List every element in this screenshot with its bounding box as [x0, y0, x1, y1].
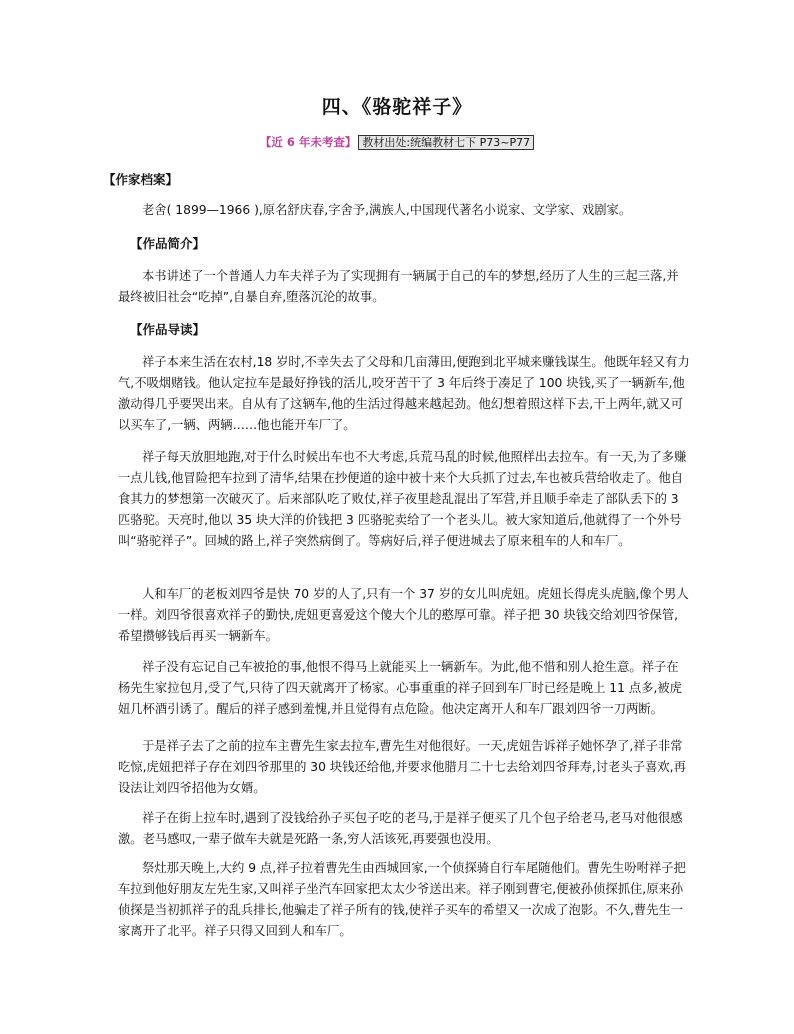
intro-heading: 【作品简介】	[130, 236, 206, 251]
guide-heading: 【作品导读】	[130, 322, 206, 337]
guide-paragraph: 祭灶那天晚上,大约 9 点,祥子拉着曹先生由西城回家,一个侦探骑自行车尾随他们。曹先生吩咐祥子把车拉到他好朋友左先生家,又叫祥子坐汽车回家把太太少爷送出来。祥子刚到曹宅,便被孙侦探抓住,原来孙侦探是当初抓祥子的乱兵排长,他骗走了祥子所有的钱,使祥子买车的希望又一次成了泡影。不久,曹先生一家离开了北平。祥子只得又回到人和车厂。	[118, 861, 686, 938]
guide-paragraph: 祥子每天放胆地跑,对于什么时候出车也不大考虑,兵荒马乱的时候,他照样出去拉车。有一天,为了多赚一点儿钱,他冒险把车拉到了清华,结果在抄便道的途中被十来个大兵抓了过去,车也被兵营给收走了。他自食其力的梦想第一次破灭了。后来部队吃了败仗,祥子夜里趁乱混出了军营,并且顺手牵走了部队丢下的 3 匹骆驼。天亮时,他以 35 块大洋的价钱把 3 匹骆驼卖给了一个老头儿。被大家知道后,他就得了一个外号叫“骆驼祥子”。回城的路上,祥子突然病倒了。等病好后,祥子便进城去了原来租车的人和车厂。	[118, 450, 687, 548]
source-line	[0, 134, 794, 150]
intro-text: 本书讲述了一个普通人力车夫祥子为了实现拥有一辆属于自己的车的梦想,经历了人生的三起三落,并最终被旧社会“吃掉”,自暴自弃,堕落沉沦的故事。	[118, 269, 679, 304]
guide-paragraph: 祥子本来生活在农村,18 岁时,不幸失去了父母和几亩薄田,便跑到北平城来赚钱谋生。他既年轻又有力气,不吸烟赌钱。他认定拉车是最好挣钱的活儿,咬牙苦干了 3 年后终于凑足了 100 块钱,买了一辆新车,他激动得几乎要哭出来。自从有了这辆车,他的生活过得越来越起劲。他幻想着照这样下去,干上两年,就又可以买车了,一辆、两辆……他也能开车厂了。	[118, 355, 690, 432]
guide-paragraph: 祥子在街上拉车时,遇到了没钱给孙子买包子吃的老马,于是祥子便买了几个包子给老马,老马对他很感激。老马感叹,一辈子做车夫就是死路一条,穷人活该死,再要强也没用。	[118, 811, 683, 846]
page-title: 四、《骆驼祥子》	[321, 96, 473, 118]
exam-tag: 【近 6 年未考查】	[259, 135, 357, 149]
guide-paragraph: 人和车厂的老板刘四爷是快 70 岁的人了,只有一个 37 岁的女儿叫虎妞。虎妞长得虎头虎脑,像个男人一样。刘四爷很喜欢祥子的勤快,虎妞更喜爱这个傻大个儿的憨厚可靠。祥子把 30 块钱交给刘四爷保管,希望攒够钱后再买一辆新车。	[118, 587, 689, 643]
textbook-ref: 教材出处:统编教材七下 P73~P77	[358, 135, 534, 150]
author-heading: 【作家档案】	[103, 172, 179, 187]
guide-paragraph: 于是祥子去了之前的拉车主曹先生家去拉车,曹先生对他很好。一天,虎妞告诉祥子她怀孕了,祥子非常吃惊,虎妞把祥子存在刘四爷那里的 30 块钱还给他,并要求他腊月二十七去给刘四爷拜寿,讨老头子喜欢,再设法让刘四爷招他为女婿。	[118, 739, 686, 795]
author-text: 老舍( 1899—1966 ),原名舒庆春,字舍予,满族人,中国现代著名小说家、文学家、戏剧家。	[142, 203, 632, 217]
guide-paragraph: 祥子没有忘记自己车被抢的事,他恨不得马上就能买上一辆新车。为此,他不惜和别人抢生意。祥子在杨先生家拉包月,受了气,只待了四天就离开了杨家。心事重重的祥子回到车厂时已经是晚上 11 点多,被虎妞几杯酒引诱了。醒后的祥子感到羞愧,并且觉得有点危险。他决定离开人和车厂跟刘四爷一刀两断。	[118, 660, 682, 716]
